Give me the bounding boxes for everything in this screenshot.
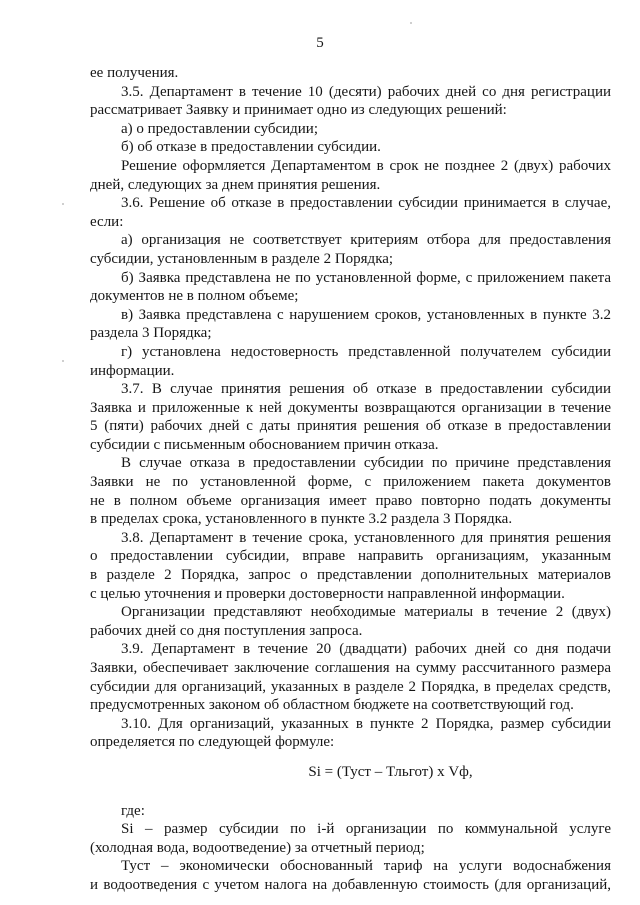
text-line: Заявка и приложенные к ней документы возвращаются организации в течение	[90, 399, 611, 416]
text-line: а) о предоставлении субсидии;	[121, 120, 318, 137]
text-line: в пределах срока, установленного в пункте 3.2 раздела 3 Порядка.	[90, 511, 513, 528]
text-line: 3.7. В случае принятия решения об отказе в предоставлении субсидии	[121, 381, 611, 398]
text-line: информации.	[90, 362, 175, 379]
text-line: раздела 3 Порядка;	[90, 325, 212, 342]
text-line: Решение оформляется Департаментом в срок не позднее 2 (двух) рабочих	[121, 157, 611, 174]
text-line: Туст – экономически обоснованный тариф на услуги водоснабжения	[121, 858, 611, 875]
text-line: В случае отказа в предоставлении субсидии по причине представления	[121, 455, 611, 472]
page-number: 5	[316, 35, 324, 51]
text-line: рабочих дней со дня поступления запроса.	[90, 622, 363, 639]
scan-mark	[62, 203, 64, 205]
document-body	[90, 64, 611, 895]
text-line: документов не в полном объеме;	[90, 288, 299, 305]
text-line: в разделе 2 Порядка, запрос о представлении дополнительных материалов	[90, 567, 611, 584]
formula-line: Si = (Туст – Тльгот) х Vф,	[308, 763, 473, 780]
text-line: г) установлена недостоверность представленной получателем субсидии	[121, 343, 611, 360]
text-line: определяется по следующей формуле:	[90, 734, 335, 751]
text-line: а) организация не соответствует критериям отбора для предоставления	[121, 232, 611, 249]
text-line: (холодная вода, водоотведение) за отчетный период;	[90, 839, 425, 856]
text-line: субсидии для организаций, указанных в разделе 2 Порядка, в пределах средств,	[90, 678, 611, 695]
text-line: где:	[121, 802, 145, 819]
text-line: предусмотренных законом об областном бюджете на соответствующий год.	[90, 697, 574, 714]
text-line: Заявки не по установленной форме, с приложением пакета документов	[90, 474, 611, 491]
scan-mark	[62, 360, 64, 362]
text-line: 5 (пяти) рабочих дней с даты принятия решения об отказе в предоставлении	[90, 418, 611, 435]
text-line: 3.9. Департамент в течение 20 (двадцати) рабочих дней со дня подачи	[121, 641, 611, 658]
text-line: 3.8. Департамент в течение срока, установленного для принятия решения	[121, 529, 611, 546]
scan-mark	[410, 22, 412, 24]
text-line: дней, следующих за днем принятия решения.	[90, 176, 381, 193]
text-line: б) об отказе в предоставлении субсидии.	[121, 139, 381, 156]
text-line: ее получения.	[90, 65, 179, 81]
text-line: 3.10. Для организаций, указанных в пункте 2 Порядка, размер субсидии	[121, 715, 611, 732]
text-line: б) Заявка представлена не по установленной форме, с приложением пакета	[121, 269, 611, 286]
text-line: рассматривает Заявку и принимает одно из следующих решений:	[90, 102, 507, 119]
text-line: 3.6. Решение об отказе в предоставлении субсидии принимается в случае,	[121, 195, 611, 212]
text-line: 3.5. Департамент в течение 10 (десяти) рабочих дней со дня регистрации	[121, 83, 611, 100]
text-line: если:	[90, 213, 124, 230]
text-line: субсидии, установленным в разделе 2 Порядка;	[90, 250, 394, 267]
text-line: о предоставлении субсидии, вправе направить организациям, указанным	[90, 548, 611, 565]
text-line: Si – размер субсидии по i-й организации по коммунальной услуге	[121, 821, 611, 838]
text-line: Организации представляют необходимые материалы в течение 2 (двух)	[121, 604, 611, 621]
text-line: Заявки, обеспечивает заключение соглашения на сумму рассчитанного размера	[90, 660, 611, 676]
text-line: субсидии с письменным обоснованием причин отказа.	[90, 436, 439, 453]
text-line: с целью уточнения и проверки достоверности направленной информации.	[90, 585, 565, 602]
text-line: и водоотведения с учетом налога на добавленную стоимость (для организаций,	[90, 876, 611, 893]
text-line: в) Заявка представлена с нарушением сроков, установленных в пункте 3.2	[121, 306, 611, 323]
text-line: не в полном объеме организация имеет право повторно подать документы	[90, 492, 611, 509]
